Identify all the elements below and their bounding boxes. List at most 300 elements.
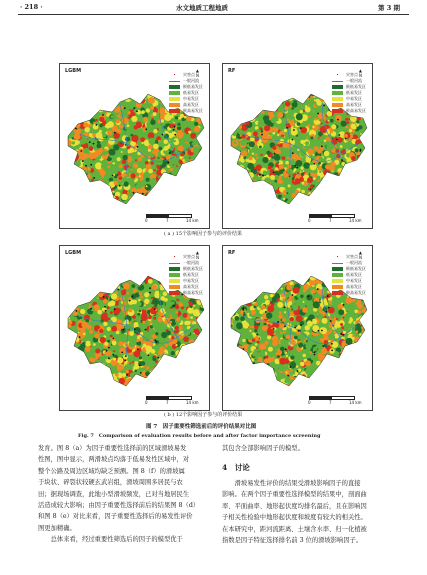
map-cell: [360, 360, 365, 365]
map-cell: [77, 176, 82, 181]
map-cell: [365, 332, 370, 337]
map-cell: [80, 309, 85, 314]
map-cell: [194, 126, 200, 132]
disaster-point: [174, 134, 176, 136]
map-cell: [231, 374, 235, 378]
map-cell: [317, 196, 321, 200]
map-cell: [133, 92, 137, 96]
map-cell: [79, 113, 83, 117]
map-cell: [347, 166, 353, 172]
map-cell: [188, 348, 193, 353]
map-cell: [358, 170, 365, 177]
map-cell: [301, 333, 307, 339]
map-cell: [188, 174, 193, 179]
legend-label: 低易发区: [346, 272, 362, 277]
map-cell: [112, 341, 117, 346]
map-cell: [81, 199, 87, 205]
map-cell: [156, 158, 163, 165]
map-cell: [185, 195, 192, 202]
map-cell: [317, 180, 319, 182]
map-cell: [148, 159, 151, 162]
figure-caption-en: Fig. 7 Comparison of evaluation results before and after factor importance screening: [78, 433, 321, 439]
map-cell: [254, 329, 257, 332]
map-cell: [107, 312, 110, 315]
map-cell: [123, 112, 128, 117]
disaster-point: [259, 174, 261, 176]
map-cell: [310, 355, 315, 360]
map-cell: [339, 180, 341, 182]
map-cell: [252, 352, 257, 357]
map-cell: [68, 100, 73, 105]
map-cell: [241, 96, 246, 101]
disaster-point: [118, 289, 120, 291]
disaster-point: [354, 190, 356, 192]
map-cell: [82, 185, 88, 191]
map-cell: [70, 381, 76, 387]
map-cell: [104, 279, 108, 283]
map-cell: [329, 334, 335, 340]
map-cell: [316, 100, 321, 105]
map-cell: [357, 200, 363, 206]
map-cell: [147, 381, 150, 384]
map-cell: [192, 369, 196, 373]
map-cell: [266, 312, 272, 318]
map-cell: [310, 136, 313, 139]
map-cell: [236, 323, 243, 330]
map-cell: [197, 369, 200, 372]
map-cell: [170, 321, 173, 324]
map-cell: [128, 94, 132, 98]
map-cell: [110, 311, 113, 314]
map-cell: [257, 275, 263, 281]
map-cell: [245, 287, 251, 293]
map-cell: [91, 179, 94, 182]
map-cell: [240, 284, 242, 286]
map-cell: [153, 191, 159, 197]
map-cell: [345, 371, 347, 373]
map-cell: [74, 350, 77, 353]
map-cell: [241, 379, 246, 384]
map-cell: [314, 99, 316, 101]
map-cell: [137, 168, 142, 173]
map-cell: [69, 372, 72, 375]
map-cell: [112, 384, 115, 387]
map-cell: [76, 295, 80, 299]
map-cell: [360, 162, 364, 166]
map-cell: [363, 170, 366, 173]
map-cell: [193, 309, 200, 316]
map-cell: [183, 196, 188, 201]
map-cell: [285, 101, 290, 106]
map-cell: [83, 290, 88, 295]
disaster-point: [331, 343, 333, 345]
map-cell: [129, 148, 134, 153]
map-cell: [190, 305, 193, 308]
disaster-point: [308, 295, 310, 297]
map-cell: [200, 190, 203, 193]
map-cell: [244, 200, 249, 205]
map-cell: [74, 365, 79, 370]
map-cell: [168, 366, 172, 370]
map-cell: [185, 188, 190, 193]
disaster-point: [124, 107, 126, 109]
map-cell: [341, 366, 346, 371]
map-cell: [195, 165, 199, 169]
map-cell: [282, 94, 286, 98]
map-cell: [232, 299, 235, 302]
map-cell: [199, 354, 205, 360]
map-cell: [106, 290, 108, 292]
scale-tick: 7: [329, 218, 332, 223]
map-cell: [312, 154, 314, 156]
map-cell: [303, 198, 306, 201]
map-cell: [199, 369, 204, 374]
map-cell: [265, 137, 269, 141]
map-panel-rf-a: [222, 63, 373, 229]
map-cell: [162, 196, 168, 202]
map-cell: [83, 356, 86, 359]
map-cell: [324, 379, 328, 383]
map-cell: [67, 168, 71, 172]
map-cell: [311, 193, 317, 199]
map-cell: [234, 282, 241, 289]
map-cell: [233, 186, 237, 190]
map-cell: [97, 144, 102, 149]
map-cell: [278, 97, 283, 102]
text-line: 和图 8（e）对比来看，因子重要性选择后的易发性评价: [38, 513, 193, 521]
map-cell: [76, 187, 80, 191]
map-cell: [351, 365, 357, 371]
map-cell: [252, 284, 257, 289]
text-line: 田；据现场调查，此地小型滑坡频发，已对当地居民生: [38, 490, 190, 498]
legend-label: 低易发区: [183, 90, 199, 95]
map-cell: [123, 181, 128, 186]
map-cell: [344, 143, 348, 147]
map-cell: [186, 178, 190, 182]
map-cell: [297, 201, 300, 204]
map-cell: [258, 376, 263, 381]
disaster-point: [154, 308, 156, 310]
map-cell: [76, 363, 82, 369]
map-cell: [105, 202, 109, 206]
map-cell: [121, 194, 128, 201]
map-cell: [100, 194, 105, 199]
map-cell: [73, 276, 79, 282]
map-cell: [302, 382, 308, 388]
map-cell: [335, 371, 340, 376]
map-cell: [71, 104, 75, 108]
map-cell: [266, 94, 270, 98]
map-cell: [236, 181, 241, 186]
map-cell: [232, 289, 235, 292]
map-cell: [258, 379, 264, 385]
map-cell: [86, 118, 89, 121]
map-cell: [242, 95, 244, 97]
map-cell: [162, 94, 166, 98]
map-cell: [129, 341, 135, 347]
map-cell: [269, 199, 273, 203]
map-cell: [200, 363, 203, 366]
map-cell: [183, 382, 189, 388]
map-cell: [263, 102, 266, 105]
map-cell: [200, 319, 207, 326]
map-cell: [255, 378, 261, 384]
map-cell: [267, 281, 270, 284]
map-cell: [277, 134, 279, 136]
disaster-point: [343, 304, 345, 306]
scale-bar: [146, 214, 206, 224]
map-cell: [361, 374, 365, 378]
map-cell: [111, 103, 115, 107]
map-cell: [77, 93, 81, 97]
map-cell: [154, 355, 157, 358]
disaster-point: [343, 334, 345, 336]
map-cell: [360, 339, 363, 342]
disaster-point: [345, 138, 347, 140]
map-cell: [245, 182, 250, 187]
map-cell: [198, 135, 201, 138]
map-cell: [243, 376, 245, 378]
map-cell: [94, 98, 99, 103]
map-cell: [100, 187, 107, 194]
disaster-point: [337, 119, 339, 121]
map-cell: [102, 103, 109, 110]
map-cell: [187, 196, 189, 198]
map-cell: [297, 325, 301, 329]
disaster-point: [108, 347, 110, 349]
map-cell: [235, 384, 239, 388]
map-cell: [240, 201, 245, 206]
map-cell: [356, 173, 359, 176]
map-cell: [80, 367, 83, 370]
map-cell: [231, 345, 236, 350]
map-cell: [138, 108, 140, 110]
disaster-point: [96, 124, 98, 126]
map-cell: [251, 99, 258, 106]
map-cell: [320, 91, 327, 98]
map-cell: [309, 380, 311, 382]
disaster-point: [84, 361, 86, 363]
map-cell: [193, 375, 199, 381]
map-cell: [78, 169, 82, 173]
map-cell: [134, 322, 138, 326]
map-cell: [192, 382, 197, 387]
map-cell: [359, 173, 362, 176]
map-cell: [347, 177, 349, 179]
map-cell: [97, 310, 102, 315]
map-cell: [74, 199, 77, 202]
map-cell: [69, 152, 75, 158]
disaster-point: [265, 190, 267, 192]
disaster-point-icon: •: [336, 72, 339, 77]
disaster-point: [174, 126, 176, 128]
disaster-point: [310, 189, 312, 191]
map-cell: [240, 172, 245, 177]
map-cell: [257, 99, 261, 103]
map-cell: [167, 366, 173, 372]
map-cell: [66, 171, 73, 178]
map-cell: [243, 111, 249, 117]
map-cell: [125, 365, 128, 368]
map-cell: [83, 283, 90, 290]
map-cell: [93, 103, 97, 107]
disaster-point: [134, 328, 136, 330]
map-cell: [234, 333, 238, 337]
map-cell: [318, 162, 321, 165]
map-cell: [155, 186, 158, 189]
map-cell: [345, 307, 350, 312]
scale-bar: [309, 214, 369, 224]
map-cell: [119, 312, 125, 318]
legend-swatch: [332, 109, 343, 113]
map-cell: [92, 276, 98, 282]
map-cell: [236, 374, 242, 380]
map-cell: [346, 175, 352, 181]
map-cell: [84, 365, 89, 370]
map-cell: [165, 193, 169, 197]
map-cell: [118, 341, 123, 346]
map-cell: [68, 356, 71, 359]
map-cell: [90, 376, 96, 382]
map-cell: [107, 306, 110, 309]
map-cell: [248, 197, 252, 201]
disaster-point: [272, 106, 274, 108]
map-cell: [255, 343, 258, 346]
map-cell: [273, 161, 276, 164]
map-cell: [123, 173, 127, 177]
map-cell: [350, 351, 353, 354]
map-cell: [230, 366, 232, 368]
map-cell: [337, 191, 340, 194]
map-cell: [285, 134, 289, 138]
map-cell: [325, 141, 330, 146]
map-cell: [253, 306, 256, 309]
disaster-point: [180, 367, 182, 369]
map-cell: [71, 172, 74, 175]
map-cell: [188, 183, 190, 185]
disaster-point: [103, 296, 105, 298]
map-cell: [302, 182, 305, 185]
map-cell: [338, 175, 343, 180]
map-cell: [271, 278, 273, 280]
disaster-point: [125, 360, 127, 362]
map-cell: [255, 194, 259, 198]
map-cell: [188, 131, 191, 134]
text-line: 子相关性检验中地形起伏度和坡度有较大的相关性。: [222, 514, 367, 522]
map-cell: [261, 103, 268, 110]
map-cell: [166, 331, 171, 336]
map-cell: [75, 197, 81, 203]
map-cell: [253, 100, 257, 104]
map-cell: [200, 334, 203, 337]
map-cell: [81, 379, 85, 383]
map-cell: [237, 282, 241, 286]
disaster-point: [327, 295, 329, 297]
map-cell: [72, 106, 75, 109]
map-cell: [293, 287, 300, 294]
map-cell: [150, 153, 155, 158]
disaster-point: [262, 175, 264, 177]
map-cell: [194, 198, 198, 202]
map-cell: [104, 188, 106, 190]
map-cell: [307, 124, 310, 127]
map-cell: [144, 292, 149, 297]
map-cell: [83, 333, 86, 336]
map-cell: [70, 384, 75, 389]
map-cell: [100, 102, 107, 109]
map-cell: [66, 109, 72, 115]
map-cell: [173, 175, 178, 180]
disaster-point: [170, 360, 172, 362]
map-cell: [81, 170, 87, 176]
map-cell: [122, 373, 126, 377]
map-cell: [325, 175, 329, 179]
disaster-point-icon: •: [173, 254, 176, 259]
map-cell: [82, 201, 87, 206]
map-cell: [268, 107, 272, 111]
map-cell: [249, 156, 253, 160]
map-cell: [167, 186, 172, 191]
map-cell: [201, 359, 206, 364]
map-cell: [232, 353, 236, 357]
map-cell: [70, 151, 73, 154]
disaster-point: [292, 152, 294, 154]
legend-label: 低易发区: [346, 90, 362, 95]
disaster-point: [241, 111, 243, 113]
map-cell: [231, 359, 234, 362]
map-cell: [74, 280, 77, 283]
map-cell: [82, 101, 89, 108]
map-cell: [190, 178, 192, 180]
map-cell: [142, 202, 145, 205]
disaster-point: [292, 139, 294, 141]
map-cell: [231, 383, 234, 386]
map-cell: [269, 287, 272, 290]
map-cell: [343, 170, 347, 174]
map-cell: [118, 94, 121, 97]
map-cell: [81, 291, 84, 294]
map-cell: [191, 197, 195, 201]
map-cell: [172, 359, 176, 363]
map-cell: [355, 173, 358, 176]
page-number: · 218 ·: [20, 3, 43, 11]
map-cell: [145, 184, 152, 191]
map-cell: [328, 120, 330, 122]
map-cell: [267, 335, 271, 339]
map-cell: [69, 124, 73, 128]
map-cell: [71, 192, 73, 194]
map-cell: [77, 346, 84, 353]
map-cell: [83, 175, 87, 179]
map-cell: [87, 294, 94, 301]
map-cell: [323, 372, 326, 375]
map-cell: [234, 188, 238, 192]
disaster-point: [112, 175, 114, 177]
map-cell: [110, 155, 113, 158]
map-cell: [298, 300, 302, 304]
map-cell: [353, 377, 357, 381]
map-cell: [326, 195, 330, 199]
map-cell: [233, 274, 238, 279]
map-cell: [90, 185, 95, 190]
map-cell: [134, 180, 137, 183]
map-cell: [90, 105, 95, 110]
disaster-point: [129, 300, 131, 302]
map-cell: [327, 176, 333, 182]
map-cell: [105, 276, 112, 283]
map-cell: [335, 115, 342, 122]
map-cell: [340, 145, 343, 148]
